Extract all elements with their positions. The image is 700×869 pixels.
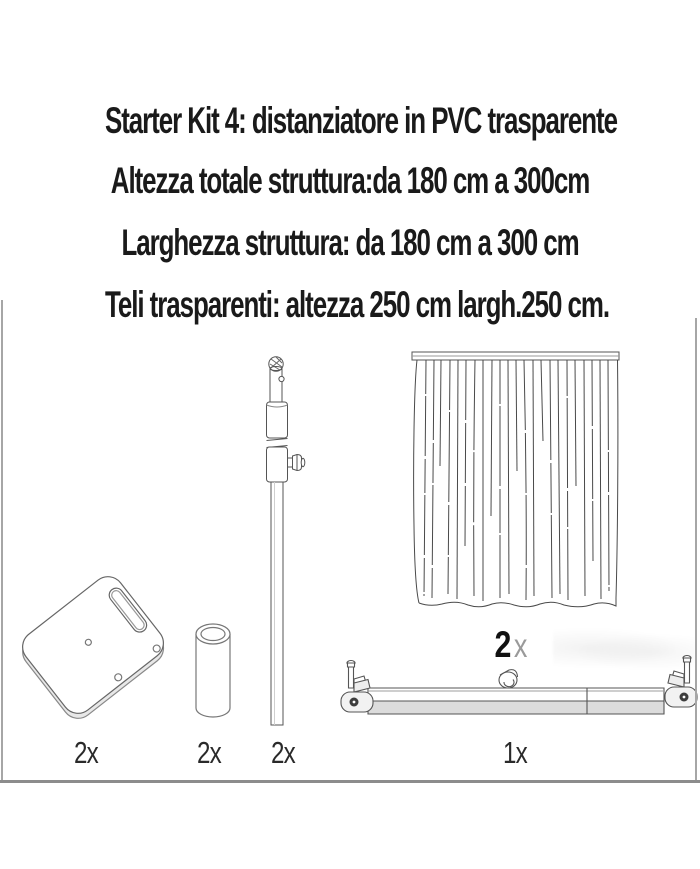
- crossbar-end-left: [341, 661, 373, 713]
- title-line-kit: Starter Kit 4: distanziatore in PVC trasparente: [105, 100, 617, 141]
- spec-line-width: Larghezza struttura: da 180 cm a 300 cm: [121, 222, 579, 263]
- transparent-curtain-drawing: [410, 346, 622, 614]
- watermark: [553, 628, 695, 672]
- qty-curtain-suffix: x: [513, 627, 528, 664]
- qty-curtain-number: 2: [494, 624, 512, 665]
- qty-crossbar: 1x: [503, 735, 527, 770]
- qty-base-plate: 2x: [74, 735, 98, 770]
- base-plate-drawing: [8, 565, 188, 740]
- crossbar-knob: [499, 670, 518, 688]
- qty-curtain: [491, 624, 532, 666]
- spec-line-height: Altezza totale struttura:da 180 cm a 300cm: [110, 160, 590, 201]
- frame-bottom-border: [0, 780, 700, 783]
- frame-right-border: [695, 318, 697, 780]
- qty-ground-tube: 2x: [197, 735, 221, 770]
- qty-pole: 2x: [271, 735, 295, 770]
- ground-tube-drawing: [194, 620, 234, 724]
- frame-left-border: [1, 300, 3, 780]
- pole-lock-knob: [288, 455, 305, 471]
- telescopic-pole-drawing: [258, 352, 310, 732]
- spec-line-curtain: Teli trasparenti: altezza 250 cm largh.250 cm.: [105, 284, 609, 325]
